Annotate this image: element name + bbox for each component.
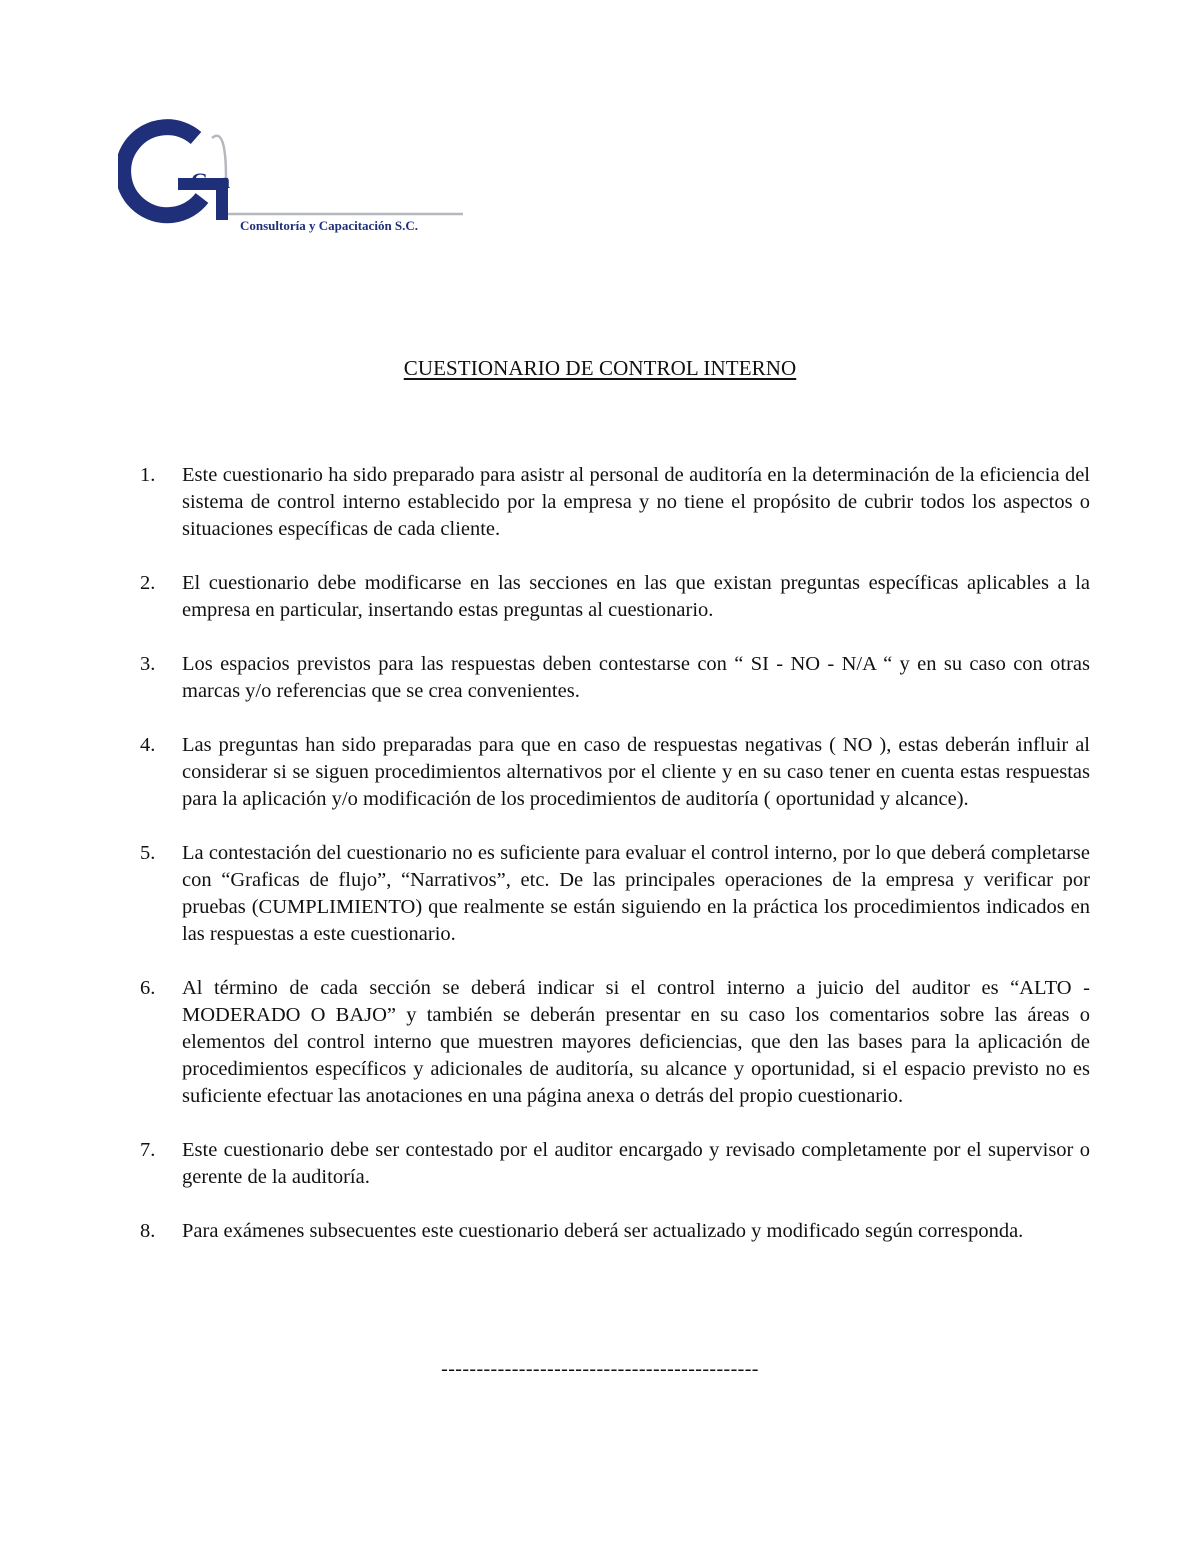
item-text: Para exámenes subsecuentes este cuestionario deberá ser actualizado y modificado según corresponda. [182, 1220, 1024, 1242]
instruction-item [140, 462, 1090, 543]
item-number: 3. [140, 653, 156, 675]
item-number: 4. [140, 734, 156, 756]
item-number: 1. [140, 464, 156, 486]
logo-letters: Gva [191, 168, 231, 193]
instruction-item [140, 732, 1090, 813]
item-text: La contestación del cuestionario no es suficiente para evaluar el control interno, por lo que deberá completarse con “Graficas de flujo”, “Narrativos”, etc. De las principales operaciones de la empresa y verificar por pruebas (CUMPLIMIENTO) que realmente se están siguiendo en la práctica los procedimientos indicados en las respuestas a este cuestionario. [182, 842, 1090, 945]
document-title: CUESTIONARIO DE CONTROL INTERNO [403, 356, 797, 380]
item-text: Los espacios previstos para las respuestas deben contestarse con “ SI - NO - N/A “ y en su caso con otras marcas y/o referencias que se crea convenientes. [182, 653, 1090, 702]
gva-logo-mark [118, 118, 478, 238]
item-number: 6. [140, 977, 156, 999]
instruction-item [140, 1218, 1090, 1245]
item-number: 2. [140, 572, 156, 594]
instruction-item [140, 840, 1090, 948]
item-text: Las preguntas han sido preparadas para que en caso de respuestas negativas ( NO ), estas deberán influir al considerar si se siguen procedimientos alternativos por el cliente y en su caso tener en cuenta estas respuestas para la aplicación y/o modificación de los procedimientos de auditoría ( oportunidad y alcance). [182, 734, 1090, 810]
instruction-item [140, 975, 1090, 1110]
item-number: 8. [140, 1220, 156, 1242]
instruction-item [140, 570, 1090, 624]
item-number: 7. [140, 1139, 156, 1161]
end-separator: --------------------------------------------- [441, 1358, 759, 1380]
instruction-item [140, 1137, 1090, 1191]
item-number: 5. [140, 842, 156, 864]
item-text: El cuestionario debe modificarse en las secciones en las que existan preguntas específicas aplicables a la empresa en particular, insertando estas preguntas al cuestionario. [182, 572, 1090, 621]
item-text: Este cuestionario debe ser contestado por el auditor encargado y revisado completamente por el supervisor o gerente de la auditoría. [182, 1139, 1090, 1188]
company-logo [118, 118, 478, 238]
logo-company-name: Consultoría y Capacitación S.C. [240, 218, 419, 233]
item-text: Este cuestionario ha sido preparado para asistr al personal de auditoría en la determinación de la eficiencia del sistema de control interno establecido por la empresa y no tiene el propósito de cubrir todos los aspectos o situaciones específicas de cada cliente. [182, 464, 1090, 540]
instructions-list [140, 462, 1090, 1272]
item-text: Al término de cada sección se deberá indicar si el control interno a juicio del auditor es “ALTO - MODERADO O BAJO” y también se deberán presentar en su caso los comentarios sobre las áreas o elementos del control interno que muestren mayores deficiencias, que den las bases para la aplicación de procedimientos específicos y adicionales de auditoría, su alcance y oportunidad, si el espacio previsto no es suficiente efectuar las anotaciones en una página anexa o detrás del propio cuestionario. [182, 977, 1090, 1107]
instruction-item [140, 651, 1090, 705]
